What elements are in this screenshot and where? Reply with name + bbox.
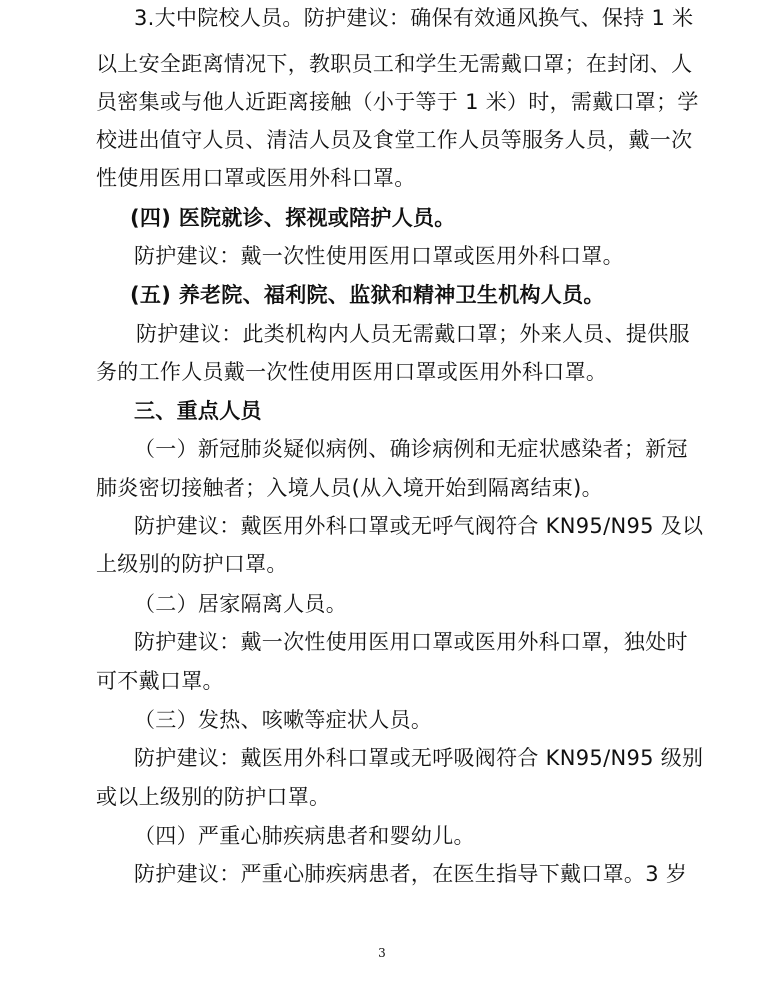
text-line: 防护建议：戴医用外科口罩或无呼吸阀符合 KN95/N95 级别	[134, 746, 704, 770]
text-line: 防护建议：严重心肺疾病患者，在医生指导下戴口罩。3 岁	[134, 862, 688, 886]
text-line: 性使用医用口罩或医用外科口罩。	[96, 166, 416, 190]
text-line: 务的工作人员戴一次性使用医用口罩或医用外科口罩。	[96, 360, 608, 384]
text-line: 以上安全距离情况下，教职员工和学生无需戴口罩；在封闭、人	[96, 52, 693, 76]
text-line: 防护建议：戴一次性使用医用口罩或医用外科口罩，独处时	[134, 630, 688, 654]
text-line: 3.大中院校人员。防护建议：确保有效通风换气、保持 1 米	[134, 6, 694, 30]
text-line: 校进出值守人员、清洁人员及食堂工作人员等服务人员，戴一次	[96, 128, 693, 152]
text-line: 肺炎密切接触者；入境人员(从入境开始到隔离结束)。	[96, 476, 603, 500]
text-line: 防护建议：此类机构内人员无需戴口罩；外来人员、提供服	[136, 322, 690, 346]
section-heading: (四) 医院就诊、探视或陪护人员。	[130, 206, 456, 230]
text-line: 防护建议：戴医用外科口罩或无呼气阀符合 KN95/N95 及以	[134, 514, 704, 538]
text-line: （三）发热、咳嗽等症状人员。	[134, 708, 433, 732]
page-number: 3	[378, 946, 386, 960]
text-line: （一）新冠肺炎疑似病例、确诊病例和无症状感染者；新冠	[134, 437, 688, 461]
text-line: 上级别的防护口罩。	[96, 552, 288, 576]
section-heading: 三、重点人员	[134, 399, 262, 423]
text-line: 防护建议：戴一次性使用医用口罩或医用外科口罩。	[134, 244, 624, 268]
text-line: 员密集或与他人近距离接触（小于等于 1 米）时，需戴口罩；学	[96, 90, 699, 114]
text-line: （二）居家隔离人员。	[134, 592, 347, 616]
text-line: 可不戴口罩。	[96, 669, 224, 693]
section-heading: (五) 养老院、福利院、监狱和精神卫生机构人员。	[130, 283, 605, 307]
text-line: 或以上级别的防护口罩。	[96, 785, 331, 809]
text-line: （四）严重心肺疾病患者和婴幼儿。	[134, 824, 475, 848]
